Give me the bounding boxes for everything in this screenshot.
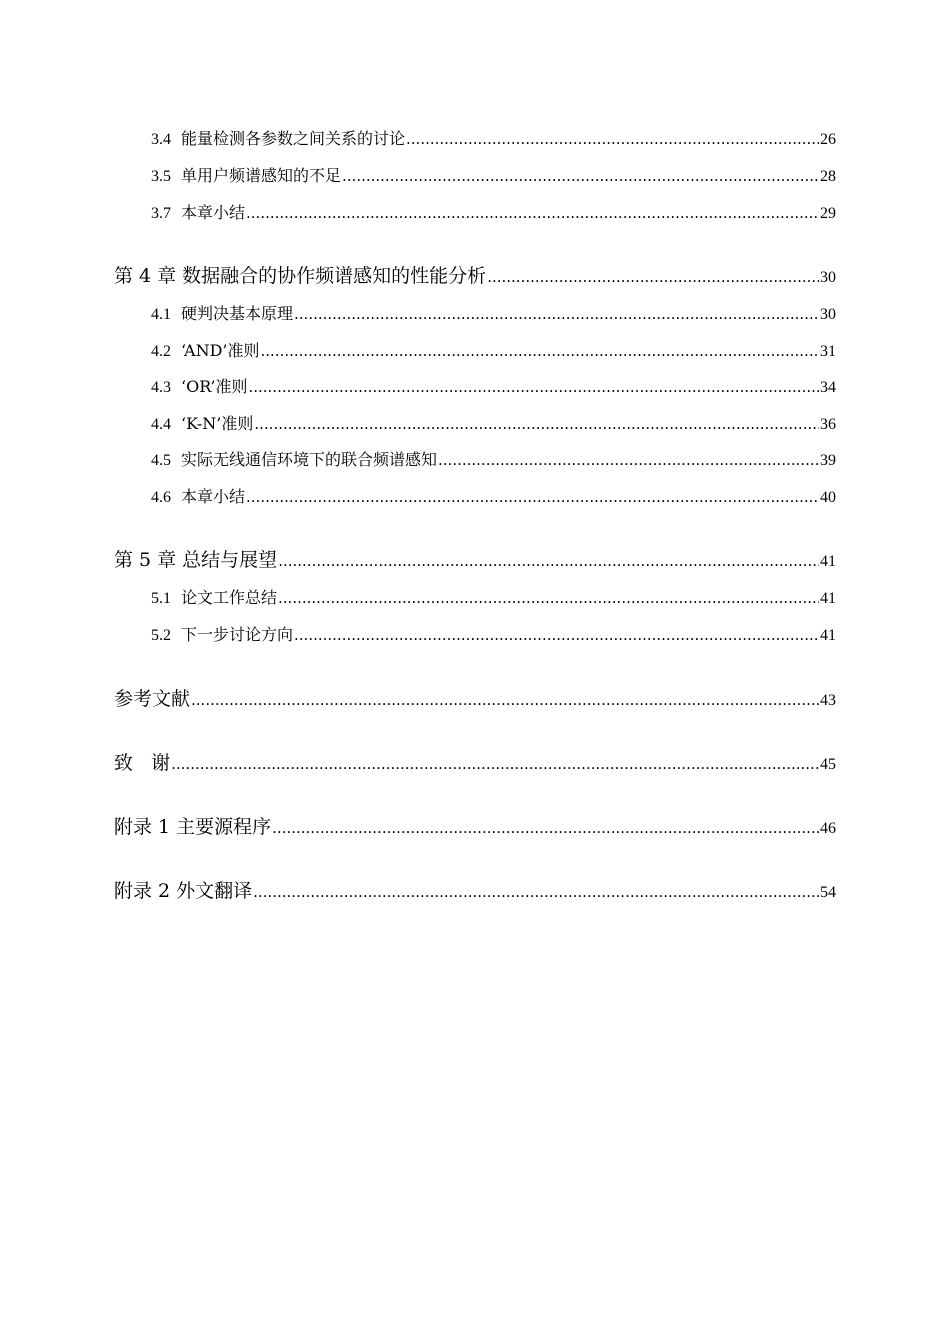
- toc-chapter-number: 第 4 章: [114, 265, 177, 287]
- toc-entry-5-2[interactable]: [151, 622, 836, 645]
- toc-leader-dots: [248, 378, 819, 396]
- toc-entry-page: 31: [820, 343, 836, 360]
- toc-entry-number: 4.2: [151, 343, 171, 360]
- toc-leader-dots: [246, 488, 819, 506]
- toc-leader-dots: [406, 130, 819, 148]
- toc-leader-dots: [253, 883, 819, 901]
- toc-leader-dots: [171, 755, 819, 773]
- toc-entry-number: 4.3: [151, 379, 171, 396]
- toc-acknowledgements[interactable]: [114, 748, 836, 775]
- toc-entry-page: 41: [820, 590, 836, 607]
- toc-leader-dots: [191, 691, 819, 709]
- toc-entry-3-4[interactable]: [151, 126, 836, 149]
- toc-leader-dots: [294, 305, 819, 323]
- toc-entry-page: 28: [820, 168, 836, 185]
- toc-chapter-title: 数据融合的协作频谱感知的性能分析: [182, 265, 487, 287]
- toc-entry-title: 硬判决基本原理: [181, 304, 294, 323]
- toc-entry-title: 下一步讨论方向: [181, 625, 294, 644]
- toc-chapter-title: 总结与展望: [182, 549, 278, 571]
- toc-entry-number: 5.1: [151, 590, 171, 607]
- toc-entry-number: 4.4: [151, 416, 171, 433]
- toc-leader-dots: [278, 552, 819, 570]
- toc-leader-dots: [438, 451, 819, 469]
- toc-leader-dots: [294, 626, 819, 644]
- toc-chapter-number: 第 5 章: [114, 549, 177, 571]
- toc-entry-4-2[interactable]: [151, 338, 836, 361]
- toc-entry-4-4[interactable]: [151, 411, 836, 434]
- toc-entry-4-6[interactable]: [151, 484, 836, 507]
- toc-chapter-page: 43: [820, 692, 836, 709]
- toc-entry-4-5[interactable]: [151, 447, 836, 470]
- toc-entry-3-7[interactable]: [151, 200, 836, 223]
- toc-leader-dots: [261, 342, 820, 360]
- toc-entry-title: 能量检测各参数之间关系的讨论: [181, 129, 406, 148]
- toc-entry-title: 实际无线通信环境下的联合频谱感知: [181, 450, 438, 469]
- toc-entry-page: 40: [820, 489, 836, 506]
- toc-appendix-1[interactable]: [114, 812, 836, 839]
- toc-chapter-page: 45: [820, 756, 836, 773]
- toc-chapter-title: 致 谢: [114, 752, 171, 774]
- toc-chapter-page: 46: [820, 820, 836, 837]
- toc-entry-page: 34: [820, 379, 836, 396]
- toc-chapter-5[interactable]: [114, 545, 836, 572]
- toc-chapter-title: 参考文献: [114, 688, 191, 710]
- toc-references[interactable]: [114, 684, 836, 711]
- toc-chapter-title: 主要源程序: [176, 816, 272, 838]
- toc-leader-dots: [487, 268, 819, 286]
- toc-entry-page: 26: [820, 131, 836, 148]
- toc-leader-dots: [254, 415, 819, 433]
- toc-entry-title: 论文工作总结: [181, 588, 278, 607]
- toc-entry-number: 3.4: [151, 131, 171, 148]
- toc-leader-dots: [342, 167, 819, 185]
- toc-leader-dots: [272, 819, 819, 837]
- toc-entry-page: 39: [820, 452, 836, 469]
- toc-entry-number: 5.2: [151, 627, 171, 644]
- toc-entry-number: 3.5: [151, 168, 171, 185]
- toc-chapter-title: 外文翻译: [176, 880, 253, 902]
- toc-entry-3-5[interactable]: [151, 163, 836, 186]
- toc-entry-4-3[interactable]: [151, 374, 836, 397]
- toc-chapter-number: 附录 2: [114, 880, 171, 902]
- toc-entry-title: 本章小结: [181, 487, 246, 506]
- toc-appendix-2[interactable]: [114, 876, 836, 903]
- toc-leader-dots: [246, 204, 819, 222]
- toc-entry-page: 36: [820, 416, 836, 433]
- toc-entry-5-1[interactable]: [151, 585, 836, 608]
- toc-chapter-number: 附录 1: [114, 816, 171, 838]
- toc-leader-dots: [278, 589, 819, 607]
- toc-entry-title: 本章小结: [181, 203, 246, 222]
- toc-entry-title: ‘AND’准则: [181, 341, 260, 360]
- toc-entry-number: 4.6: [151, 489, 171, 506]
- toc-chapter-page: 54: [820, 884, 836, 901]
- toc-entry-title: 单用户频谱感知的不足: [181, 166, 342, 185]
- toc-entry-page: 41: [820, 627, 836, 644]
- toc-entry-4-1[interactable]: [151, 301, 836, 324]
- toc-entry-number: 3.7: [151, 205, 171, 222]
- toc-chapter-page: 30: [820, 269, 836, 286]
- toc-entry-page: 29: [820, 205, 836, 222]
- toc-entry-page: 30: [820, 306, 836, 323]
- toc-entry-title: ‘OR’准则: [181, 377, 248, 396]
- toc-entry-number: 4.1: [151, 306, 171, 323]
- toc-entry-number: 4.5: [151, 452, 171, 469]
- toc-chapter-4[interactable]: [114, 261, 836, 288]
- toc-entry-title: ‘K-N’准则: [181, 414, 254, 433]
- toc-chapter-page: 41: [820, 553, 836, 570]
